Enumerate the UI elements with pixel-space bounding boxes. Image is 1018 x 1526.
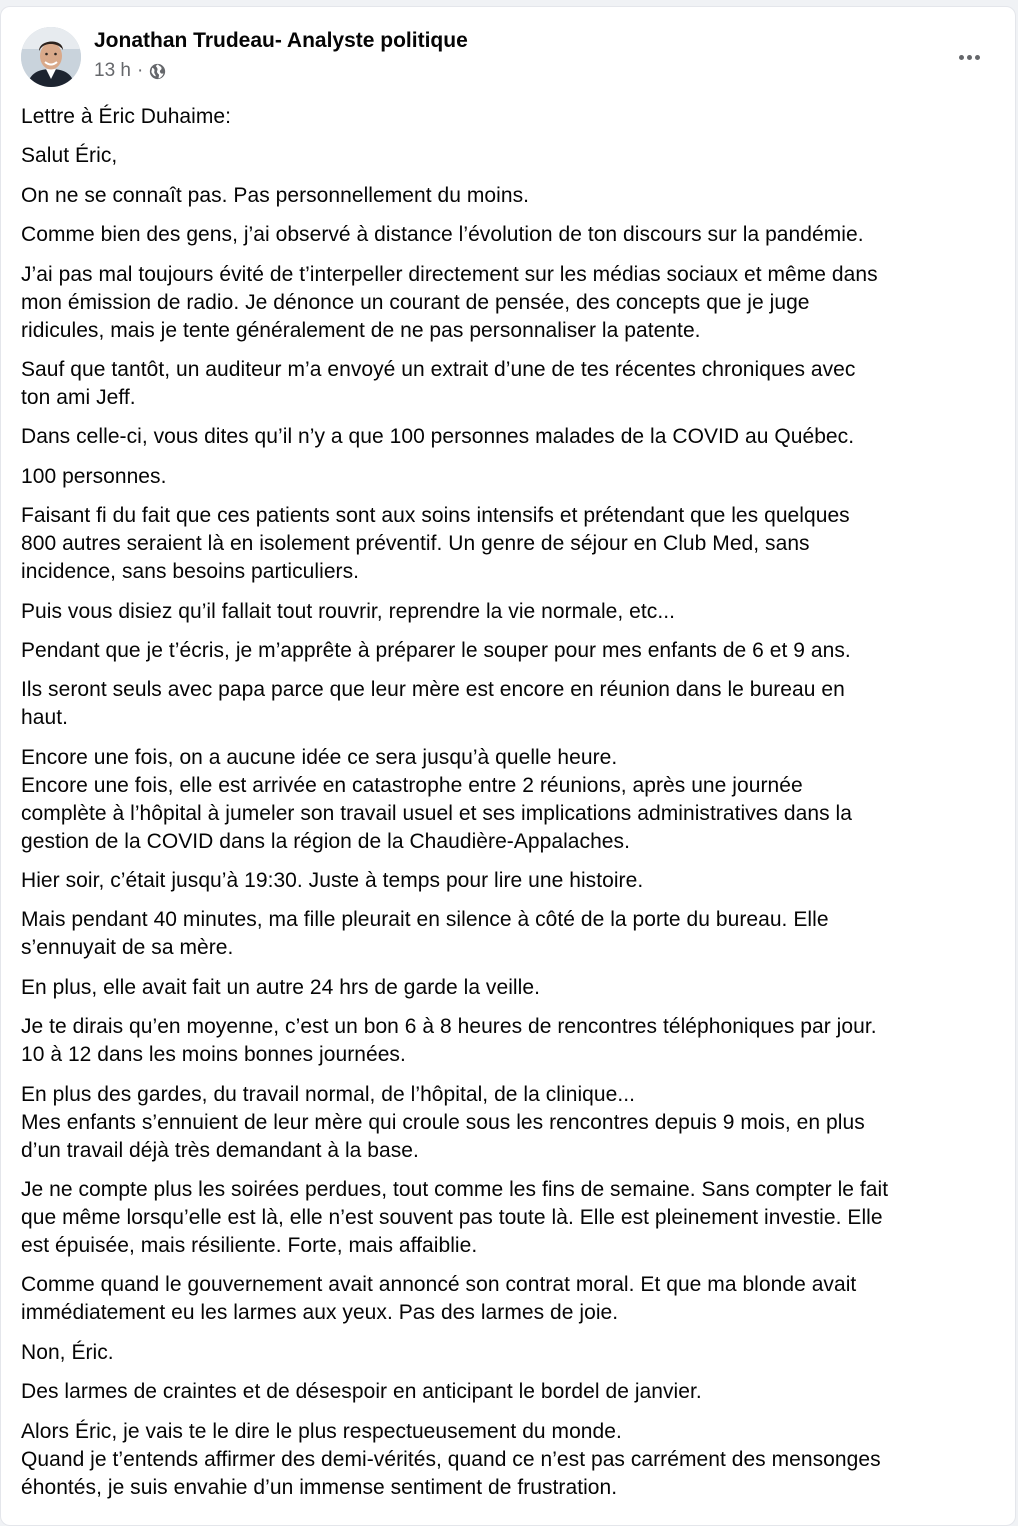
avatar-image: [21, 27, 81, 87]
post-paragraph: Salut Éric,: [21, 144, 118, 168]
post-paragraph: Mais pendant 40 minutes, ma fille pleurait en silence à côté de la porte du bureau. Elle s’ennuyait de sa mère.: [21, 908, 829, 960]
post-paragraph: 100 personnes.: [21, 464, 167, 488]
more-options-icon[interactable]: [951, 39, 987, 75]
post-paragraph: Pendant que je t’écris, je m’apprête à préparer le souper pour mes enfants de 6 et 9 ans.: [21, 638, 851, 662]
post-time[interactable]: 13 h: [94, 60, 131, 81]
globe-icon[interactable]: [149, 63, 166, 80]
post-card: [0, 6, 1016, 1526]
post-paragraph: Comme quand le gouvernement avait annoncé son contrat moral. Et que ma blonde avait immédiatement eu les larmes aux yeux. Pas des larmes de joie.: [21, 1273, 857, 1325]
post-meta: [94, 60, 166, 82]
post-paragraph: Je te dirais qu’en moyenne, c’est un bon 6 à 8 heures de rencontres téléphoniques par jour. 10 à 12 dans les moins bonnes journées.: [21, 1015, 877, 1067]
post-body: [21, 103, 1001, 1513]
avatar[interactable]: [21, 27, 81, 87]
post-paragraph: On ne se connaît pas. Pas personnellement du moins.: [21, 183, 530, 207]
post-header: [21, 27, 995, 89]
post-paragraph: Faisant fi du fait que ces patients sont aux soins intensifs et prétendant que les quelques 800 autres seraient là en isolement préventif. Un genre de séjour en Club Med, sans incidence, sans besoins particuliers.: [21, 504, 850, 584]
post-paragraph: Des larmes de craintes et de désespoir en anticipant le bordel de janvier.: [21, 1380, 702, 1404]
post-paragraph: Ils seront seuls avec papa parce que leur mère est encore en réunion dans le bureau en haut.: [21, 678, 845, 730]
post-paragraph: Puis vous disiez qu’il fallait tout rouvrir, reprendre la vie normale, etc...: [21, 599, 675, 623]
post-paragraph: En plus, elle avait fait un autre 24 hrs de garde la veille.: [21, 975, 540, 999]
post-paragraph: Alors Éric, je vais te le dire le plus respectueusement du monde. Quand je t’entends affirmer des demi-vérités, quand ce n’est pas carrément des mensonges éhontés, je suis envahie d’un immense sentiment de frustration.: [21, 1419, 881, 1499]
post-paragraph: Hier soir, c’était jusqu’à 19:30. Juste à temps pour lire une histoire.: [21, 869, 644, 893]
meta-separator: ·: [136, 60, 144, 81]
post-paragraph: Lettre à Éric Duhaime:: [21, 105, 232, 128]
post-paragraph: Comme bien des gens, j’ai observé à distance l’évolution de ton discours sur la pandémie.: [21, 223, 864, 247]
post-paragraph: Sauf que tantôt, un auditeur m’a envoyé un extrait d’une de tes récentes chroniques avec ton ami Jeff.: [21, 357, 856, 409]
post-paragraph: J’ai pas mal toujours évité de t’interpeller directement sur les médias sociaux et même dans mon émission de radio. Je dénonce un courant de pensée, des concepts que je juge ridicules, mais je tente généralement de ne pas personnaliser la patente.: [21, 262, 878, 342]
post-paragraph: Encore une fois, on a aucune idée ce sera jusqu’à quelle heure. Encore une fois, elle est arrivée en catastrophe entre 2 réunions, après une journée complète à l’hôpital à jumeler son travail usuel et ses implications administratives dans la gestion de la COVID dans la région de la Chaudière-Appalaches.: [21, 745, 852, 853]
post-paragraph: Non, Éric.: [21, 1340, 114, 1364]
author-name[interactable]: Jonathan Trudeau- Analyste politique: [94, 29, 468, 52]
post-paragraph: Dans celle-ci, vous dites qu’il n’y a que 100 personnes malades de la COVID au Québec.: [21, 425, 855, 449]
post-paragraph: Je ne compte plus les soirées perdues, tout comme les fins de semaine. Sans compter le fait que même lorsqu’elle est là, elle n’est souvent pas toute là. Elle est pleinement investie. Elle est épuisée, mais résiliente. Forte, mais affaiblie.: [21, 1178, 889, 1258]
post-paragraph: En plus des gardes, du travail normal, de l’hôpital, de la clinique... Mes enfants s’ennuient de leur mère qui croule sous les rencontres depuis 9 mois, en plus d’un travail déjà très demandant à la base.: [21, 1082, 865, 1162]
